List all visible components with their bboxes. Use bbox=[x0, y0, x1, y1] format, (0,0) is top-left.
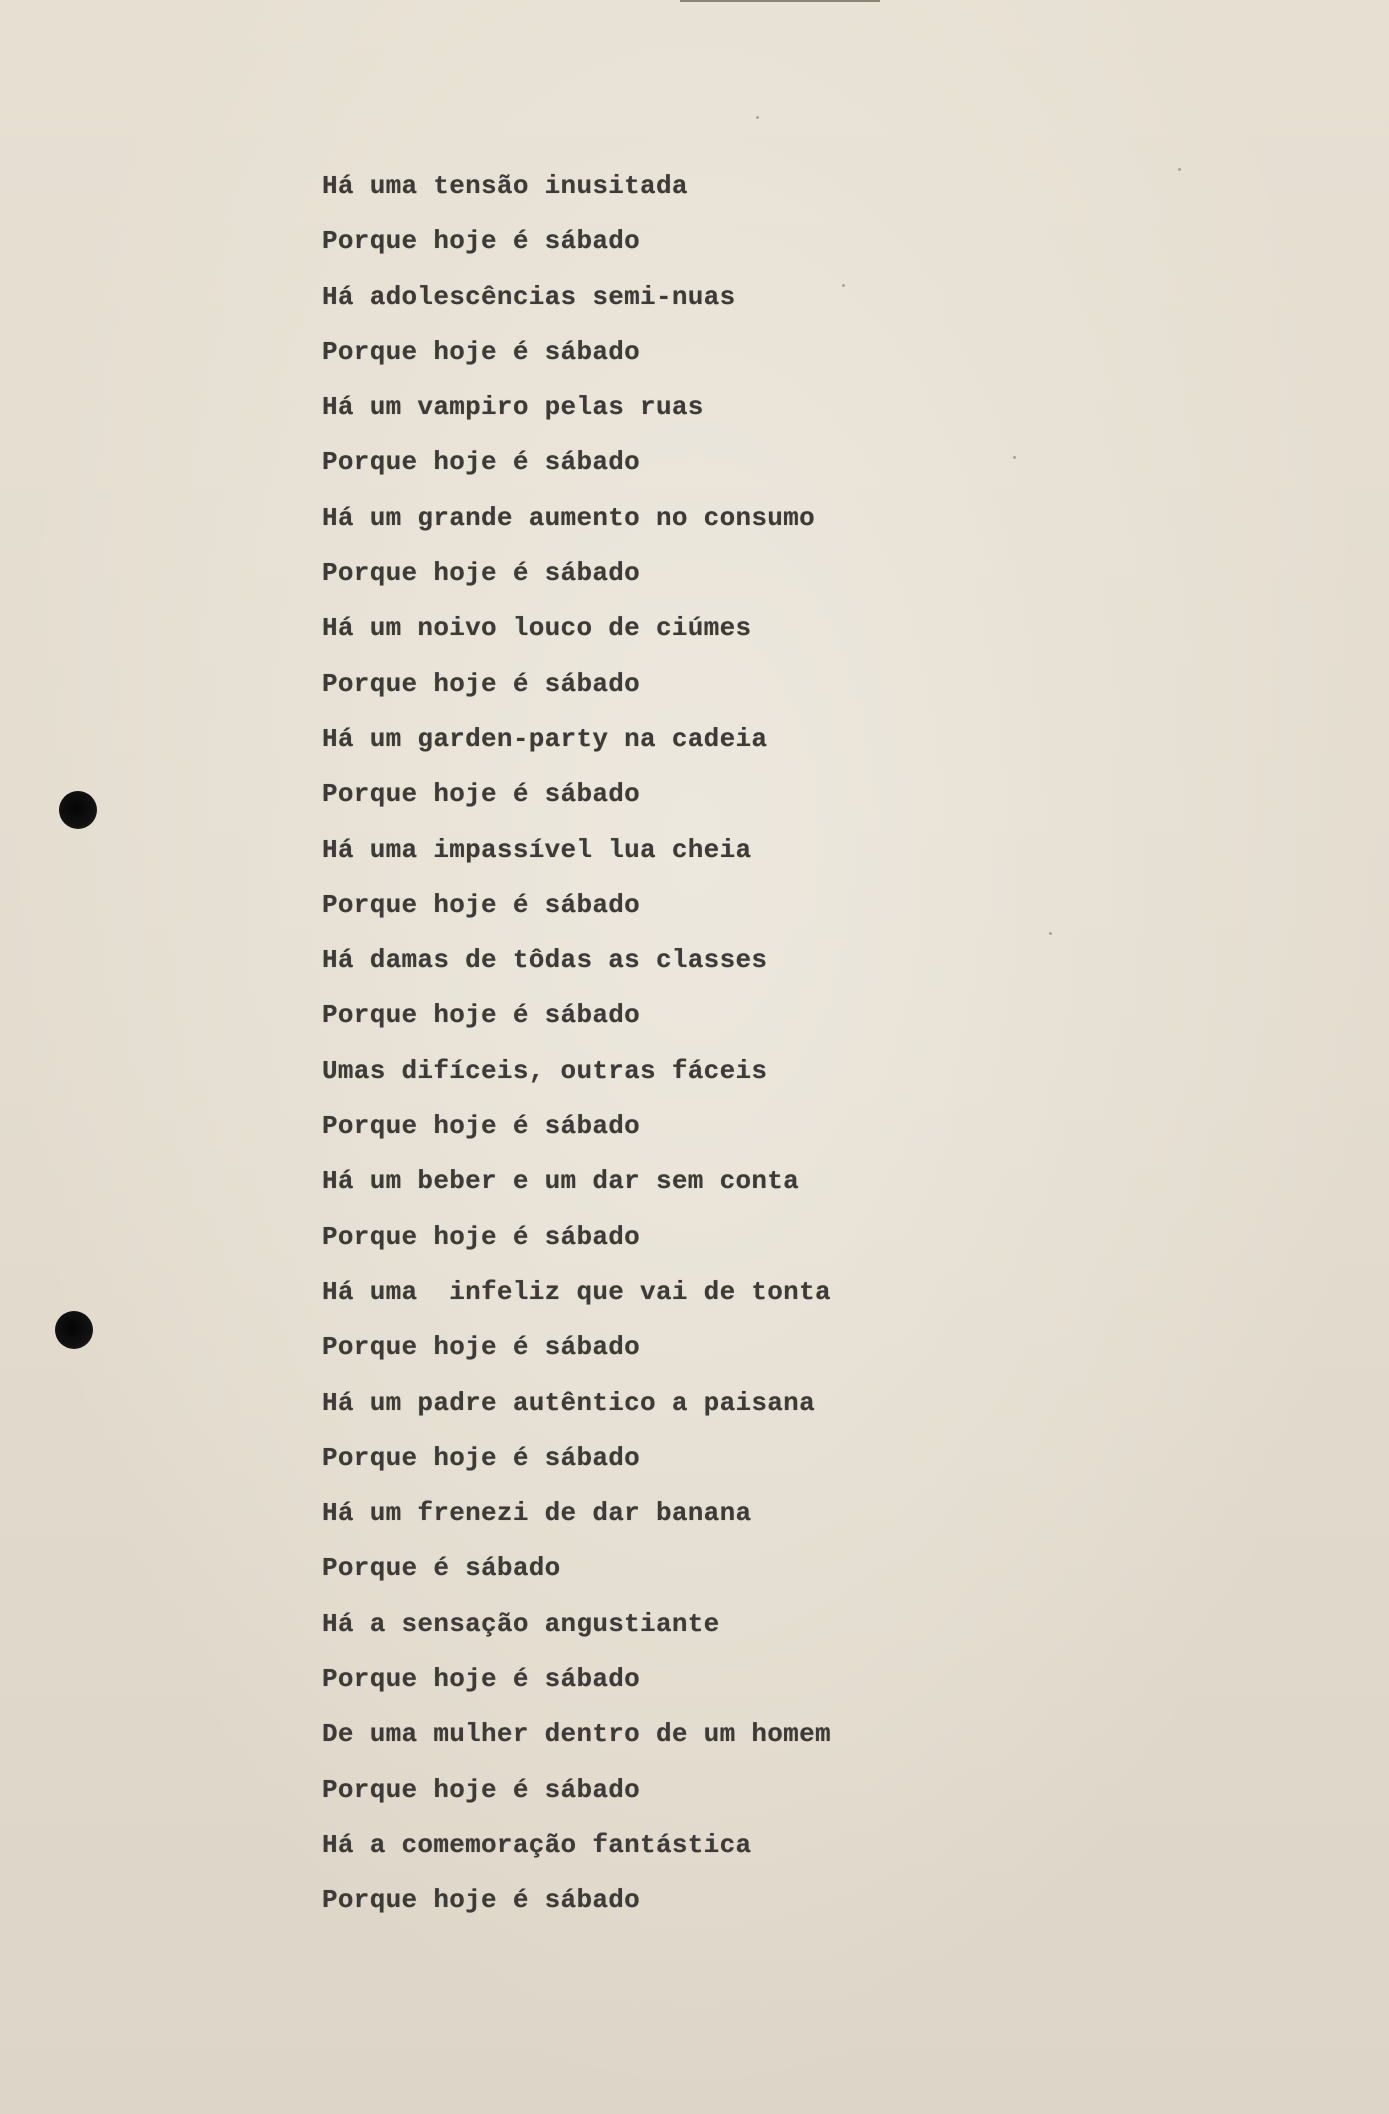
poem-line: Há damas de tôdas as classes bbox=[322, 945, 768, 976]
poem-line: Porque hoje é sábado bbox=[322, 1442, 641, 1473]
punch-hole-lower bbox=[55, 1311, 93, 1349]
poem-line: Porque hoje é sábado bbox=[322, 1885, 641, 1916]
poem-line: Porque hoje é sábado bbox=[322, 226, 641, 257]
poem-line: Porque hoje é sábado bbox=[322, 1664, 641, 1695]
paper-speck bbox=[756, 116, 759, 119]
poem-line: Há adolescências semi-nuas bbox=[322, 281, 736, 312]
poem-line: Há uma infeliz que vai de tonta bbox=[322, 1276, 831, 1307]
paper-speck bbox=[1049, 932, 1052, 935]
page-top-edge bbox=[680, 0, 880, 2]
poem-line: Umas difíceis, outras fáceis bbox=[322, 1055, 768, 1086]
poem-line: Porque hoje é sábado bbox=[322, 1000, 641, 1031]
poem-line: Porque hoje é sábado bbox=[322, 668, 641, 699]
paper-speck bbox=[1178, 168, 1181, 171]
poem-line: Há a sensação angustiante bbox=[322, 1608, 720, 1639]
poem-line: Há um frenezi de dar banana bbox=[322, 1498, 752, 1529]
poem-line: Há um beber e um dar sem conta bbox=[322, 1166, 800, 1197]
poem-line: Há uma tensão inusitada bbox=[322, 171, 688, 201]
poem-line: Porque hoje é sábado bbox=[322, 779, 641, 810]
poem-line: Há um noivo louco de ciúmes bbox=[322, 613, 752, 644]
poem-line: De uma mulher dentro de um homem bbox=[322, 1719, 831, 1750]
paper-speck bbox=[1013, 456, 1016, 459]
poem-line: Porque é sábado bbox=[322, 1553, 561, 1584]
paper-speck bbox=[842, 284, 845, 287]
poem-line: Porque hoje é sábado bbox=[322, 1332, 641, 1363]
poem-line: Há um padre autêntico a paisana bbox=[322, 1387, 815, 1418]
poem-line: Há uma impassível lua cheia bbox=[322, 834, 752, 865]
poem-text bbox=[322, 166, 831, 1936]
poem-line: Porque hoje é sábado bbox=[322, 1774, 641, 1805]
poem-line: Há um grande aumento no consumo bbox=[322, 502, 815, 533]
punch-hole-upper bbox=[59, 791, 97, 829]
poem-line: Há a comemoração fantástica bbox=[322, 1829, 752, 1860]
poem-line: Porque hoje é sábado bbox=[322, 447, 641, 478]
poem-line: Há um garden-party na cadeia bbox=[322, 723, 768, 754]
poem-line: Há um vampiro pelas ruas bbox=[322, 392, 704, 423]
poem-line: Porque hoje é sábado bbox=[322, 558, 641, 589]
poem-line: Porque hoje é sábado bbox=[322, 336, 641, 367]
poem-line: Porque hoje é sábado bbox=[322, 889, 641, 920]
poem-line: Porque hoje é sábado bbox=[322, 1111, 641, 1142]
poem-line: Porque hoje é sábado bbox=[322, 1221, 641, 1252]
